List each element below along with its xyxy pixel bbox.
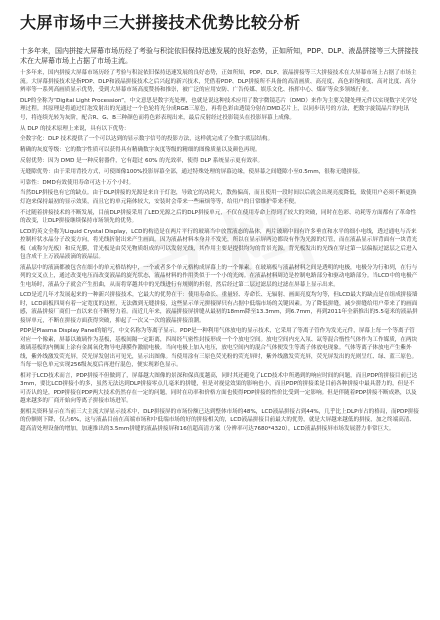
- body-paragraph: 无缝隙优势：由于采用背投方式，可使图像100%投影屏幕全部，通过特殊处理的屏幕边缘，使屏幕之间缝隙小至0.5mm，很称无缝拼接。: [20, 168, 364, 175]
- body-paragraph: 当然DLP拼接也有它的缺点。由于DLP拼接的光源是来自于灯泡，导致它的功耗大，散热偏高，而且使用一段时间以后就会出现亮度降低，致使用户必须不断更换灯泡来保持最初的显示效果，而且它的单元箱体较大，安装时会带来一些麻烦等等，给用户的日常维护带来不便。: [20, 190, 417, 205]
- document-title: 大屏市场中三大拼接技术优势比较分析: [20, 13, 301, 32]
- body-paragraph: 反射优势：因为 DMD 是一种反射器件，它有超过 60% 的光效率，使得 DLP 系统显示更有效率。: [20, 158, 264, 165]
- intro-paragraph: 十多年来，国内拼接大屏幕市场历经了考验与积淀依旧保持迅速发展的良好态势，正如所知，PDP、DLP、液晶拼接等三大拼接技术在大屏幕市场上占据了市场主流。: [20, 47, 419, 66]
- body-paragraph: LCD的英文全称为Liquid Crystal Display，LCD的构造是在两片平行的玻璃当中放置液态的晶体，两片玻璃中间有许多垂直和水平的细小电线，透过通电与否来控制杆状水晶分子改变方向，将光线折射出来产生画面。因为液晶材料本身并不发光，所以在显示屏两边都设有作为光源的灯管，而在液晶显示屏背面有一块背光板（或称匀光板）和反光膜，背光板是由荧光物质组成的可以发射光线，其作用主要是提供均匀的背景光源。背光板发出的光线在穿过第一层偏振过滤层之后进入包含成千上万液晶液滴的液晶层。: [20, 228, 418, 261]
- body-paragraph: 十多年来，国内拼接大屏幕市场历经了考验与积淀依旧保持迅速发展的良好态势，正如所知，PDP、DLP、液晶拼接等三大拼接技术在大屏幕市场上占据了市场主流。大屏幕拼接技术是指PDP、DLP和液晶拼接技术之后兴起的新兴技术，凭借着PDP、DLP拼接所不具备的高清画质、高亮度、高色彩饱和度、高对比度、高分辨率等一系列高画质显示优势，受到大屏幕市场高度赞扬和推崇，被广泛的应用安防、广告传媒、娱乐文化、指挥中心、煤矿等众多领域行业。: [20, 70, 417, 94]
- body-paragraph: PDP是Plasma Display Panel的缩写，中文名称为等离子显示。PDP是一种利用气体放电的显示技术，它采用了等离子管作为发光元件，屏幕上每一个等离子管对应一个像素，屏幕以玻璃作为基板，基板间隔一定距离，四周经气密性封接形成一个个放电空间。放电空间内充入氖、氙等混合惰性气体作为工作媒质，在两块玻璃基板的内侧面上涂有金属氧化物导电薄膜作激励电极。当向电极上加入电压，放电空间内的混合气体便发生等离子体放电现象。气体等离子体放电产生紫外线，紫外线激发荧光屏，荧光屏发射出可见光，显示出图像。当使用涂有三原色荧光粉的荧光屏时，紫外线激发荧光屏，荧光屏发出的光则呈红、绿、蓝三原色。当每一原色单元实现256级灰度后再进行混色，便实现彩色显示。: [20, 328, 418, 369]
- body-paragraph: LCD是近几年才发展起来的一种新兴拼接技术，它最大的优势在于：使用寿命长、重量轻、寿命长、无辐射、画面亮度均匀等，但LCD最大的缺点是在组成拼接墙时，LCD面板四周有着一定宽度的边框，无法做到无缝拼接，这些显示单元拼接屏只有占据中低端市场的关键因素。为了降低拼缝，减少拼缝给用户带来了的画面感，液晶拼接厂商们一直以来在不断努力着。而近几年来，液晶拼接屏拼缝从最初的18mm降至13.3mm，到6.7mm，再到2011年全新推出的5.5毫米的液晶拼接屏单元，不断在拼接方面获得突破，抑起了一次又一次的液晶拼接浪潮。: [20, 292, 418, 324]
- body-paragraph: DLP的全称为“Digital Light Procession”，中文意思是数字光处理，也就是说这种技术应用了数字微镜芯片（DMD）来作为主要关键处理元件以实现数字光学处理过程。其原理是将通过灯泡发射出的光通过一个色轮将光分成RGB三原色，再将色彩由透镜分射在DMD芯片上，以同步讯号的方法，把数字旋镜晶片的电讯号，将连续光转为灰阶，配合R、G、B三种颜色而将色彩表现出来，最后反射经过投影镜头在投影屏幕上成像。: [20, 98, 418, 121]
- body-paragraph: 液晶层中的液滴都被包含在细小的单元格结构中，一个或者多个单元格构成屏幕上的一个像素。在玻璃板与液晶材料之间是透明的电极，电极分为行和列，在行与列的交叉点上，通过改变电压而改变液晶的旋光状态，液晶材料的作用类似于一个小的光阀。在液晶材料周边是控制电路部分和驱动电路部分。当LCD中的电极产生电场时，液晶分子就会产生扭曲，从而将穿越其中的光线进行有规则的折射，然后经过第二层过滤层的过滤在屏幕上显示出来。: [20, 264, 418, 288]
- body-paragraph: 全数字化：DLP 技术提供了一个可以达到的显示数字信号的投影方法，这样就完成了全数字底层结构。: [20, 136, 274, 143]
- body-paragraph: 不过随着拼接技术的不断发展，目前DLP拼接采用了LED光源之后的DLP拼接单元，不仅在使用寿命上得到了较大的突破，同时在色彩、功耗等方面都有了革命性的改变，让DLP拼接继续保持市场领先的优势。: [20, 209, 417, 225]
- body-paragraph: 据相关资料显示在当前三大主流大屏显示技术中，DLP拼接屏的市场份额已达到整体市场的48%，LCD液晶拼接占到44%，几乎比上DLP市占的格局，而PDP拼接的份额则下降，仅占6%，这与液晶目前在高端市场和中低端市场的好的拼接相关的，LCD液晶拼接目前最大的优势，就是大屏越来越低的拼接，加之终端高清、超高清处理设备的增加，加速推出的3.5mm拼缝的液晶拼接屏和16倍超高清方案（分辨率可达7680*4320），LCD液晶拼接屏市场发展潜力非常巨大。: [20, 408, 419, 432]
- body-paragraph: 相对于LCD技术而言，PDP拼接不但做到了，屏幕越大图像的景深和保真度越高，同时其还避免了LCD技术中所遇到的响应时间的问题，而且PDP的拼接目前已达3mm，要比LCD拼接小的多，虽然无法达到DLP拼接零点几毫米的拼缝，但是对视觉效果的影响也小，而且PDP的拼接柔是目前各种拼接中最具潜力的，但是不可否认的是，PDP拼接在PDP两大技术仍然存在一定的问题，同时在功率和价格方面也使得PDP拼接的性价比受到一定影响。但是伴随着PDP拼接不断成熟，以及越来越多的厂商开始向等离子拼接市场进军。: [20, 372, 418, 405]
- body-paragraph: 精确的灰度等级：它的数字性质可以获得具有精确数字灰度等级的精细的图像质量以及颜色再现。: [20, 147, 261, 154]
- document-body: [20, 69, 419, 433]
- body-paragraph: 从 DLP 的技术原理上来说，具有以下优势：: [20, 125, 130, 132]
- body-paragraph: 可靠性：DMD有效使用寿命可达十万个小时。: [20, 179, 135, 186]
